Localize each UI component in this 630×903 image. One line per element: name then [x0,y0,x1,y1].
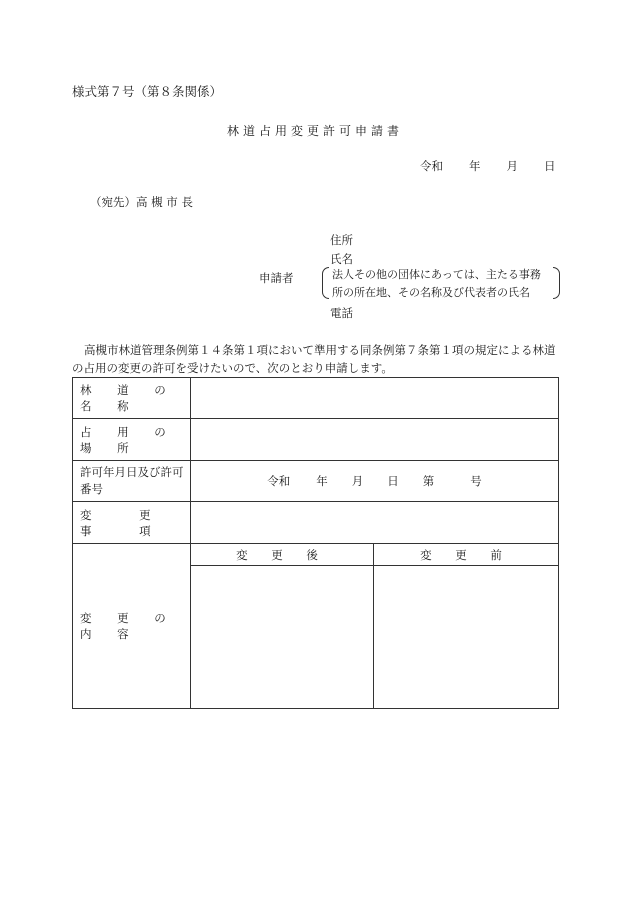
permit-label: 許可年月日及び許可番号 [80,465,184,496]
date-era: 令和 [420,159,443,173]
permit-era: 令和 [267,474,291,488]
application-statement: 高槻市林道管理条例第１４条第１項において準用する同条例第７条第１項の規定による林道の占用の変更の許可を受けたいので、次のとおり申請します。 [72,343,556,375]
permit-year: 年 [316,474,328,488]
permit-month: 月 [351,474,364,488]
change-items-label-cell [73,502,191,544]
change-content-label-cell [73,544,191,709]
road-name-label-cell [73,378,191,419]
addressee: （宛先）高 槻 市 長 [90,195,193,209]
permit-no: 第 [422,474,435,488]
permit-field[interactable] [191,461,559,502]
name-label: 氏名 [330,252,353,266]
row-permit [73,461,559,502]
location-label: 占 用 の 場 所 [80,424,177,455]
row-change-headers [73,544,559,566]
after-content-field[interactable] [191,566,374,709]
change-items-label: 変 更 事 項 [80,507,173,538]
road-name-label: 林 道 の 名 称 [80,383,177,413]
date-day: 日 [544,159,556,173]
location-field[interactable] [191,419,559,461]
right-bracket [553,267,560,299]
before-content-field[interactable] [374,566,559,709]
date-month: 月 [506,159,518,173]
change-items-field[interactable] [191,502,559,544]
corp-note-line1: 法人その他の団体にあっては、主たる事務 [332,268,541,281]
form-number: 様式第７号（第８条関係） [72,84,223,99]
road-name-field[interactable] [191,378,559,419]
row-road-name [73,378,559,419]
permit-day: 日 [387,474,399,488]
row-location [73,419,559,461]
permit-label-cell [73,461,191,502]
date-year: 年 [469,159,481,173]
left-bracket [322,267,329,299]
document-title: 林道占用変更許可申請書 [226,124,403,138]
phone-label: 電話 [330,306,353,320]
before-header: 変 更 前 [374,544,559,566]
date-line [420,158,556,174]
after-header: 変 更 後 [191,544,374,566]
address-label: 住所 [330,233,353,247]
applicant-label: 申請者 [259,271,294,285]
permit-go: 号 [470,474,482,488]
corporation-note [322,266,560,300]
corp-note-line2: 所の所在地、その名称及び代表者の氏名 [332,286,530,299]
change-content-label: 変 更 の 内 容 [80,611,177,641]
row-change-items [73,502,559,544]
application-table [72,377,559,709]
location-label-cell [73,419,191,461]
